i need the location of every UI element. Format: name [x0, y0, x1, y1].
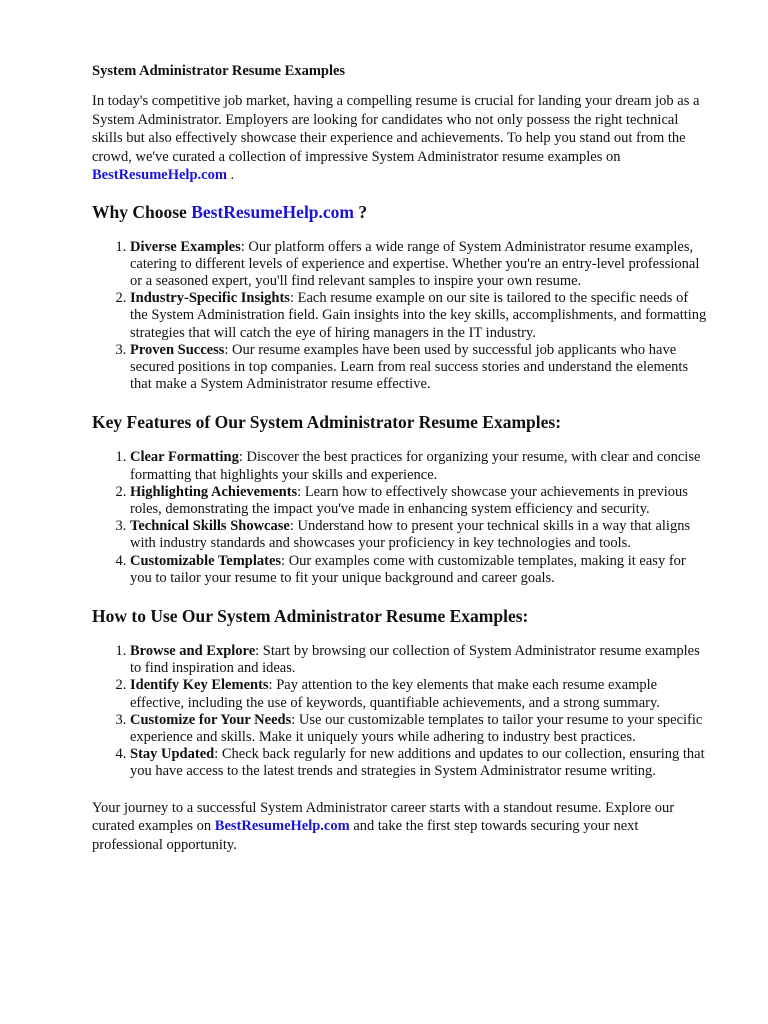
item-label: Diverse Examples [130, 238, 241, 255]
item-text: : Understand how to present your technical skills in a way that aligns with industry standards and showcases your proficiency in key technologies and tools. [130, 518, 691, 552]
list-item [130, 553, 708, 587]
intro-link[interactable]: BestResumeHelp.com [92, 167, 227, 183]
why-choose-heading-prefix: Why Choose [92, 201, 192, 222]
closing-paragraph [92, 799, 708, 855]
list-item [130, 484, 708, 518]
list-item [130, 518, 708, 552]
item-text: : Pay attention to the key elements that make each resume example effective, including the use of keywords, quantifiable achievements, and a strong summary. [130, 677, 660, 711]
why-choose-heading-suffix: ? [354, 201, 368, 222]
list-item [130, 677, 708, 711]
item-label: Customizable Templates [130, 552, 282, 569]
item-text: : Use our customizable templates to tailor your resume to your specific experience and skills. Make it uniquely yours while adhering to industry best practices. [130, 711, 703, 745]
how-to-use-list [92, 643, 708, 781]
item-label: Proven Success [130, 341, 225, 358]
list-item [130, 746, 708, 780]
item-text: : Our resume examples have been used by successful job applicants who have secured positions in top companies. Learn from real success stories and understand the elements that make a System Administrator resume effective. [130, 341, 689, 393]
list-item [130, 449, 708, 483]
how-to-use-heading: How to Use Our System Administrator Resume Examples: [92, 605, 529, 626]
intro-paragraph [92, 92, 708, 185]
item-label: Customize for Your Needs [130, 711, 292, 728]
item-text: : Start by browsing our collection of System Administrator resume examples to find inspiration and ideas. [130, 642, 700, 677]
list-item [130, 290, 708, 342]
item-text: : Check back regularly for new additions and updates to our collection, ensuring that you have access to the latest trends and strategies in System Administrator resume writing. [130, 746, 705, 780]
key-features-list [92, 449, 708, 587]
item-label: Clear Formatting [130, 449, 239, 466]
closing-link[interactable]: BestResumeHelp.com [214, 818, 350, 835]
intro-suffix: . [226, 167, 235, 183]
item-label: Industry-Specific Insights [130, 290, 290, 307]
document-title: System Administrator Resume Examples [92, 63, 346, 79]
item-text: : Our examples come with customizable templates, making it easy for you to tailor your resume to fit your unique background and career goals. [130, 552, 686, 586]
list-item [130, 712, 708, 746]
item-label: Technical Skills Showcase [130, 518, 290, 535]
item-label: Highlighting Achievements [130, 483, 298, 500]
list-item [130, 643, 708, 677]
list-item [130, 342, 708, 394]
item-label: Browse and Explore [130, 642, 256, 659]
why-choose-heading-link[interactable]: BestResumeHelp.com [191, 201, 355, 222]
why-choose-list [92, 239, 708, 394]
list-item [130, 239, 708, 291]
closing-text: Your journey to a successful System Administrator career starts with a standout resume. Explore our curated examples on [92, 799, 675, 835]
intro-text: In today's competitive job market, having a compelling resume is crucial for landing your dream job as a System Administrator. Employers are looking for candidates who not only possess the right technical skills but also effectively showcase their experience and achievements. To help you stand out from the crowd, we've curated a collection of impressive System Administrator resume examples on [92, 93, 700, 165]
item-text: : Our platform offers a wide range of System Administrator resume examples, catering to different levels of experience and expertise. Whether you're an entry-level professional or a seasoned expert, you'll find relevant samples to inspire your own resume. [130, 238, 700, 289]
item-text: : Learn how to effectively showcase your achievements in previous roles, demonstrating the impact you've made in enhancing system efficiency and security. [130, 483, 688, 517]
item-text: : Discover the best practices for organizing your resume, with clear and concise formatting that highlights your skills and experience. [130, 449, 701, 483]
item-label: Identify Key Elements [130, 677, 269, 694]
why-choose-heading [92, 201, 708, 223]
item-text: : Each resume example on our site is tailored to the specific needs of the System Administration field. Gain insights into the key skills, accomplishments, and formatting strategies that will catch the eye of hiring managers in the IT industry. [130, 290, 707, 341]
key-features-heading: Key Features of Our System Administrator Resume Examples: [92, 412, 562, 433]
closing-suffix: and take the first step towards securing your next professional opportunity. [92, 818, 639, 853]
item-label: Stay Updated [130, 746, 215, 763]
